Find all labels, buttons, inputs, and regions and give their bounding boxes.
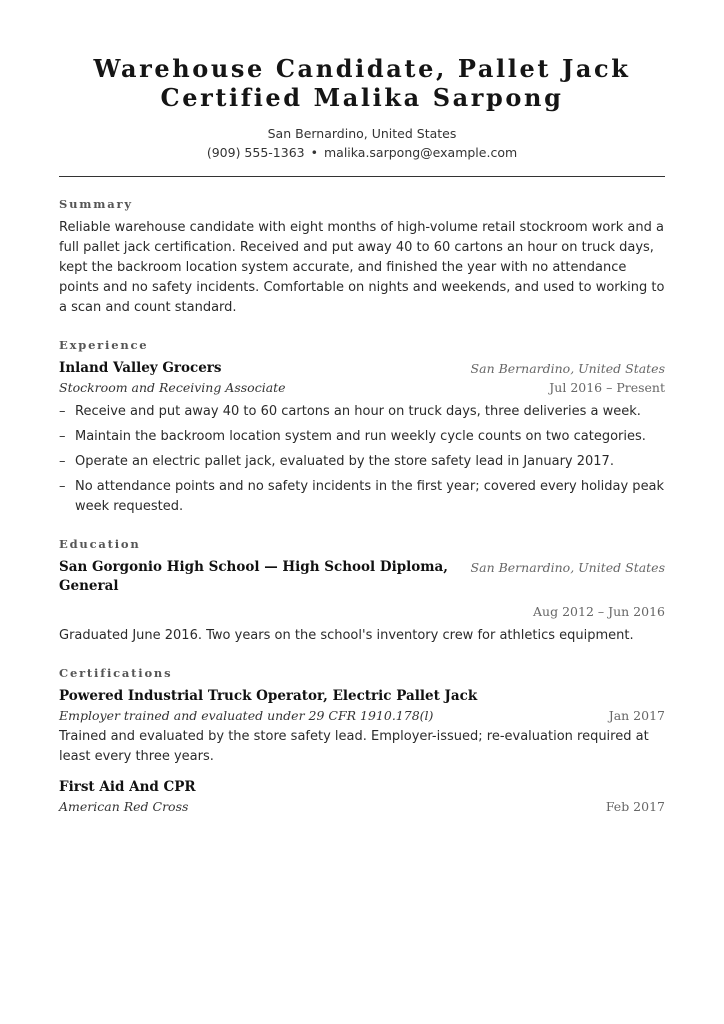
- certification-entry: [59, 778, 665, 816]
- contact-separator: •: [310, 145, 318, 160]
- summary-heading: Summary: [59, 197, 133, 211]
- certification-description: Trained and evaluated by the store safety lead. Employer-issued; re-evaluation required at least every three years.: [59, 729, 649, 764]
- education-dates: Aug 2012 – Jun 2016: [533, 604, 665, 619]
- certifications-heading: Certifications: [59, 666, 173, 680]
- certification-entry: [59, 687, 665, 767]
- job-dates: Jul 2016 – Present: [549, 380, 665, 395]
- certification-issuer-row: [59, 797, 665, 816]
- certification-name: Powered Industrial Truck Operator, Electric Pallet Jack: [59, 688, 478, 704]
- header-divider: [59, 176, 665, 177]
- certification-issuer: American Red Cross: [59, 799, 189, 814]
- education-header-row: [59, 558, 665, 596]
- certification-name: First Aid And CPR: [59, 779, 196, 795]
- contact-location: San Bernardino, United States: [267, 126, 457, 141]
- job-header-row: [59, 359, 665, 378]
- certification-date: Feb 2017: [605, 799, 665, 814]
- job-bullets: [59, 402, 665, 517]
- education-entry: [59, 558, 665, 646]
- summary-text: Reliable warehouse candidate with eight months of high-volume retail stockroom work and a full pallet jack certification. Received and put away 40 to 60 cartons an hour on truck days, kept the backroom location system accurate, and finished the year with no attendance points and no safety incidents. Comfortable on nights and weekends, and used to working to a scan and count standard.: [59, 220, 665, 315]
- job-bullet: – Receive and put away 40 to 60 cartons an hour on truck days, three deliveries a week.: [59, 402, 665, 422]
- contact-email: malika.sarpong@example.com: [323, 145, 518, 160]
- certification-date: Jan 2017: [608, 708, 665, 723]
- education-location: San Bernardino, United States: [470, 560, 665, 575]
- candidate-name: Warehouse Candidate, Pallet Jack Certified Malika Sarpong: [93, 54, 631, 112]
- job-role: Stockroom and Receiving Associate: [59, 380, 286, 395]
- job-role-row: [59, 378, 665, 397]
- certification-issuer: Employer trained and evaluated under 29 CFR 1910.178(l): [59, 708, 434, 723]
- education-school: San Gorgonio High School — High School Diploma, General: [59, 559, 449, 594]
- job-location: San Bernardino, United States: [470, 361, 665, 376]
- job-bullet: – Operate an electric pallet jack, evaluated by the store safety lead in January 2017.: [59, 452, 665, 472]
- certification-issuer-row: [59, 706, 665, 725]
- job-employer: Inland Valley Grocers: [59, 360, 222, 376]
- contact-phone: (909) 555-1363: [206, 145, 305, 160]
- contact-line: [59, 143, 665, 162]
- experience-heading: Experience: [59, 338, 149, 352]
- job-bullet: – No attendance points and no safety incidents in the first year; covered every holiday peak week requested.: [59, 477, 665, 517]
- job-entry: [59, 359, 665, 517]
- education-description: Graduated June 2016. Two years on the school's inventory crew for athletics equipment.: [59, 628, 634, 643]
- education-heading: Education: [59, 537, 141, 551]
- job-bullet: – Maintain the backroom location system and run weekly cycle counts on two categories.: [59, 427, 665, 447]
